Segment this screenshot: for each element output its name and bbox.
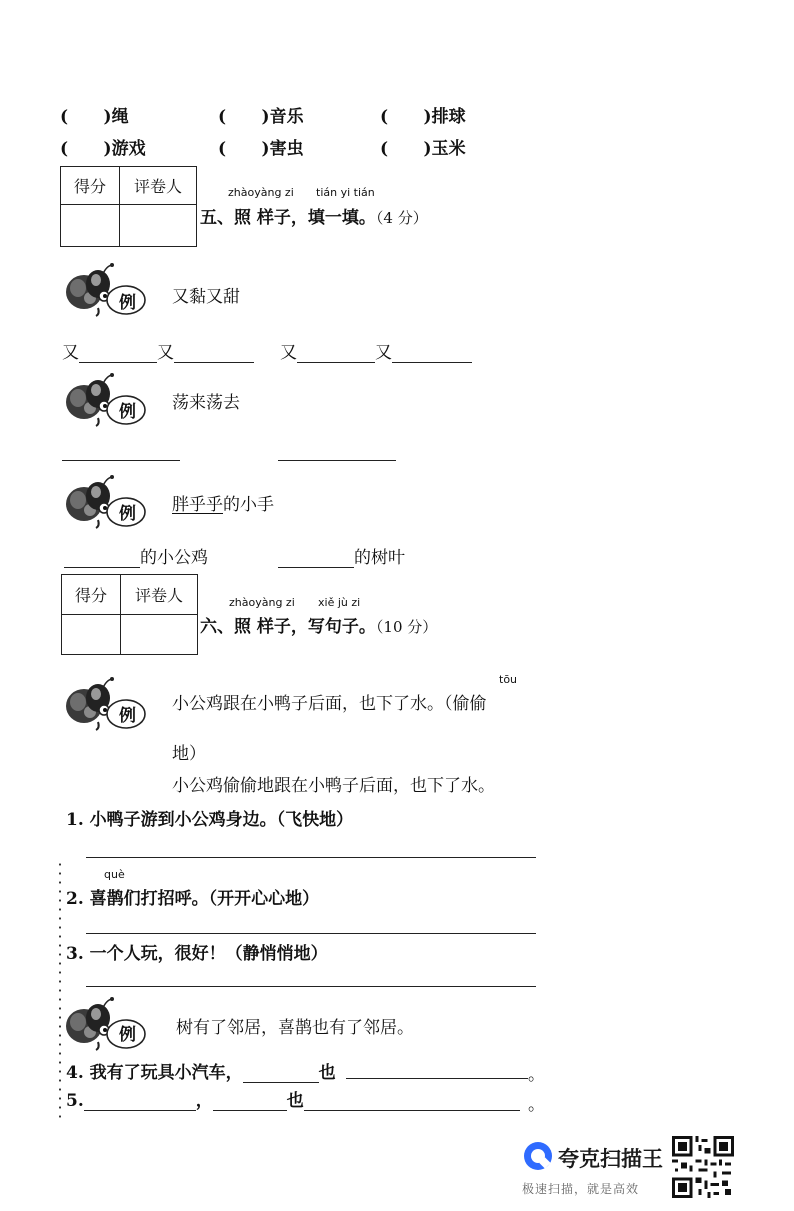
q5-end-mark: 。	[528, 1095, 545, 1115]
answer-line[interactable]	[86, 986, 536, 987]
blank-line[interactable]	[392, 344, 472, 363]
section5-title: 五、照 样子，填一填。（4 分）	[200, 208, 428, 228]
q4-end-mark: 。	[528, 1065, 545, 1085]
pinyin-xiejuzi: xiě jù zi	[318, 596, 361, 609]
grader-cell[interactable]	[121, 615, 198, 655]
question-5: 5. ， 也	[66, 1086, 520, 1111]
fill-row-leaf: 的树叶	[278, 543, 405, 568]
score-label: 得分	[62, 575, 121, 615]
answer-line[interactable]	[278, 460, 396, 461]
blank-line[interactable]	[243, 1064, 319, 1083]
grader-label: 评卷人	[121, 575, 198, 615]
bracket-item: ( )玉米	[380, 139, 466, 159]
bracket-item: ( )绳	[60, 107, 129, 127]
example-badge: 例	[119, 1025, 136, 1045]
watermark-brand: 夸克扫描王	[558, 1147, 663, 1171]
score-cell[interactable]	[61, 205, 120, 247]
binding-dotted-line	[59, 860, 61, 1120]
example-sentence: 小公鸡跟在小鸭子后面，也下了水。（偷偷	[172, 694, 487, 714]
watermark-tagline: 极速扫描，就是高效	[522, 1182, 640, 1196]
answer-line[interactable]	[86, 857, 536, 858]
score-box	[60, 166, 197, 247]
score-label: 得分	[61, 167, 120, 205]
blank-line[interactable]	[297, 344, 375, 363]
blank-line[interactable]	[304, 1092, 520, 1111]
grader-label: 评卷人	[120, 167, 197, 205]
example-badge: 例	[119, 706, 136, 726]
bracket-item: ( )游戏	[60, 139, 146, 159]
example-badge: 例	[119, 402, 136, 422]
example-sentence-b: 树有了邻居，喜鹊也有了邻居。	[176, 1018, 414, 1038]
grader-cell[interactable]	[120, 205, 197, 247]
section6-title: 六、照 样子，写句子。（10 分）	[200, 617, 438, 637]
blank-line[interactable]	[278, 549, 354, 568]
score-cell[interactable]	[62, 615, 121, 655]
example-text-1: 又黏又甜	[172, 287, 240, 307]
bracket-item: ( )害虫	[218, 139, 304, 159]
example-badge: 例	[119, 293, 136, 313]
fill-row-you-2: 又 又	[280, 338, 472, 363]
pinyin-tianyitian: tián yi tián	[316, 186, 375, 199]
bracket-item: ( )排球	[380, 107, 466, 127]
blank-line[interactable]	[64, 549, 140, 568]
qr-code-icon	[672, 1136, 734, 1198]
answer-line[interactable]	[62, 460, 180, 461]
score-box	[61, 574, 198, 655]
blank-line[interactable]	[79, 344, 157, 363]
answer-line[interactable]	[346, 1078, 528, 1079]
question-3: 3. 一个人玩，很好！（静悄悄地）	[66, 944, 328, 964]
example-text-3: 胖乎乎的小手	[172, 495, 274, 515]
question-4: 4. 我有了玩具小汽车， 也	[66, 1063, 336, 1083]
question-2: 2. 喜鹊们打招呼。（开开心心地）	[66, 889, 320, 909]
fill-row-you-1: 又 又	[62, 338, 254, 363]
example-text-2: 荡来荡去	[172, 393, 240, 413]
pinyin-zhaoyangzi: zhàoyàng zi	[228, 186, 294, 199]
example-answer: 小公鸡偷偷地跟在小鸭子后面，也下了水。	[172, 776, 495, 796]
blank-line[interactable]	[213, 1092, 287, 1111]
answer-line[interactable]	[86, 933, 536, 934]
watermark-logo-icon	[522, 1140, 554, 1176]
pinyin-zhaoyangzi: zhàoyàng zi	[229, 596, 295, 609]
fill-row-rooster: 的小公鸡	[64, 543, 208, 568]
example-badge: 例	[119, 504, 136, 524]
pinyin-tou: tōu	[499, 673, 518, 686]
bracket-item: ( )音乐	[218, 107, 304, 127]
blank-line[interactable]	[84, 1092, 196, 1111]
pinyin-que: què	[104, 868, 125, 881]
blank-line[interactable]	[174, 344, 254, 363]
example-sentence-cont: 地）	[172, 744, 206, 764]
question-1: 1. 小鸭子游到小公鸡身边。（飞快地）	[66, 810, 354, 830]
